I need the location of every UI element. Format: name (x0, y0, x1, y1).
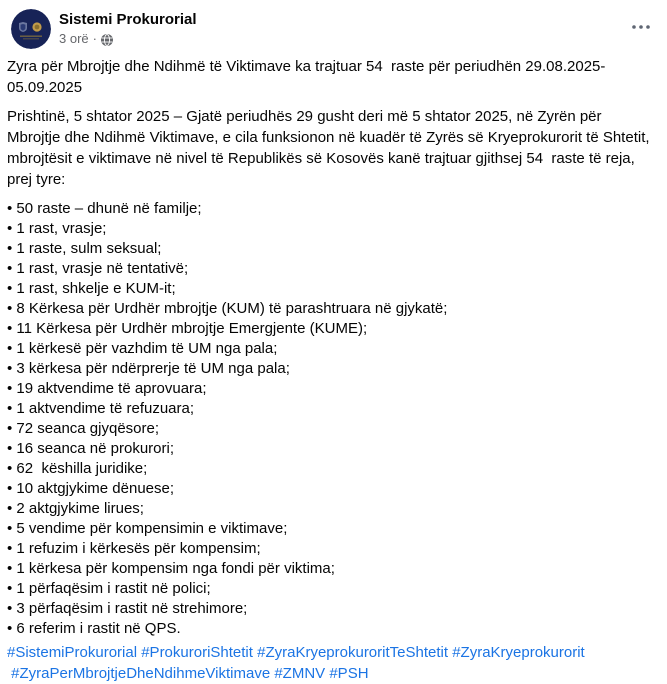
list-item-text: 1 kërkesa për kompensim nga fondi për viktima; (16, 560, 335, 577)
bullet: • (7, 380, 17, 397)
bullet: • (7, 480, 17, 497)
list-item (7, 239, 659, 259)
prosecutor-logo-icon (11, 9, 51, 49)
bullet: • (7, 580, 17, 597)
bullet: • (7, 520, 17, 537)
post-timestamp[interactable]: 3 orë (59, 31, 89, 46)
list-item-text: 8 Kërkesa për Urdhër mbrojtje (KUM) të parashtruara në gjykatë; (16, 300, 448, 317)
list-item (7, 279, 659, 299)
list-item (7, 319, 659, 339)
list-item-text: 50 raste – dhunë në familje; (16, 200, 202, 217)
list-item-text: 1 raste, sulm seksual; (16, 240, 162, 257)
list-item-text: 1 përfaqësim i rastit në polici; (16, 580, 211, 597)
list-item (7, 519, 659, 539)
post-title: Zyra për Mbrojtje dhe Ndihmë të Viktimave ka trajtuar 54 raste për periudhën 29.08.2025-05.09.2025 (7, 58, 606, 96)
list-item (7, 299, 659, 319)
list-item (7, 379, 659, 399)
list-item-text: 5 vendime për kompensimin e viktimave; (16, 520, 288, 537)
hashtag-link[interactable]: #SistemiProkurorial (7, 644, 138, 661)
list-item-text: 19 aktvendime të aprovuara; (16, 380, 207, 397)
list-item (7, 579, 659, 599)
hashtag-block (7, 642, 659, 684)
list-item (7, 259, 659, 279)
bullet: • (7, 240, 17, 257)
list-item-text: 1 rast, vrasje; (16, 220, 107, 237)
bullet: • (7, 620, 17, 637)
hashtag-link[interactable]: #PSH (329, 665, 369, 682)
bullet: • (7, 540, 17, 557)
hashtag-link[interactable]: #ZyraPerMbrojtjeDheNdihmeViktimave (11, 665, 271, 682)
list-item-text: 72 seanca gjyqësore; (16, 420, 160, 437)
list-item (7, 559, 659, 579)
hashtag-link[interactable]: #ZyraKryeprokuroritTeShtetit (257, 644, 449, 661)
list-item (7, 539, 659, 559)
globe-icon (101, 33, 113, 45)
list-item-text: 3 përfaqësim i rastit në strehimore; (16, 600, 248, 617)
bullet: • (7, 420, 17, 437)
bullet: • (7, 460, 17, 477)
post-meta-row (59, 30, 631, 47)
list-item-text: 1 rast, shkelje e KUM-it; (16, 280, 176, 297)
list-item (7, 219, 659, 239)
list-item-text: 10 aktgjykime dënuese; (16, 480, 175, 497)
list-item (7, 339, 659, 359)
hashtag-link[interactable]: #ZMNV (274, 665, 326, 682)
list-item (7, 399, 659, 419)
list-item-text: 16 seanca në prokurori; (16, 440, 175, 457)
bullet: • (7, 260, 17, 277)
list-item (7, 479, 659, 499)
bullet: • (7, 340, 17, 357)
bullet: • (7, 300, 17, 317)
bullet: • (7, 360, 17, 377)
list-item (7, 439, 659, 459)
list-item-text: 1 aktvendime të refuzuara; (16, 400, 195, 417)
bullet: • (7, 200, 17, 217)
hashtag-link[interactable]: #ProkuroriShtetit (141, 644, 253, 661)
list-item (7, 419, 659, 439)
page-name-link[interactable]: Sistemi Prokurorial (59, 11, 197, 28)
meta-separator: · (92, 31, 97, 46)
list-item-text: 62 këshilla juridike; (16, 460, 148, 477)
bullet: • (7, 320, 17, 337)
bullet: • (7, 500, 17, 517)
list-item-text: 2 aktgjykime lirues; (16, 500, 144, 517)
list-item (7, 599, 659, 619)
post-header (0, 0, 667, 49)
bullet: • (7, 560, 17, 577)
case-list (7, 199, 659, 639)
list-item-text: 1 rast, vrasje në tentativë; (16, 260, 189, 277)
more-horizontal-icon (631, 23, 651, 31)
list-item (7, 619, 659, 639)
list-item-text: 6 referim i rastit në QPS. (16, 620, 181, 637)
post-body (0, 56, 667, 684)
page-avatar[interactable] (11, 9, 51, 49)
header-meta (59, 9, 631, 47)
bullet: • (7, 440, 17, 457)
list-item-text: 11 Kërkesa për Urdhër mbrojtje Emergjente (KUME); (16, 320, 368, 337)
list-item-text: 1 refuzim i kërkesës për kompensim; (16, 540, 261, 557)
list-item (7, 499, 659, 519)
bullet: • (7, 280, 17, 297)
list-item (7, 459, 659, 479)
post-intro: Prishtinë, 5 shtator 2025 – Gjatë periudhës 29 gusht deri më 5 shtator 2025, në Zyrën për Mbrojtje dhe Ndihmë Viktimave, e cila funksionon në kuadër të Zyrës së Kryeprokurorit të Shtetit, mbrojtësit e viktimave në nivel të Republikës së Kosovës kanë trajtuar gjithsej 54 raste të reja, prej tyre: (7, 108, 654, 188)
hashtag-link[interactable]: #ZyraKryeprokurorit (452, 644, 585, 661)
bullet: • (7, 400, 17, 417)
list-item-text: 3 kërkesa për ndërprerje të UM nga pala; (16, 360, 290, 377)
bullet: • (7, 600, 17, 617)
more-options-button[interactable] (631, 15, 651, 34)
bullet: • (7, 220, 17, 237)
list-item (7, 359, 659, 379)
list-item-text: 1 kërkesë për vazhdim të UM nga pala; (16, 340, 278, 357)
list-item (7, 199, 659, 219)
